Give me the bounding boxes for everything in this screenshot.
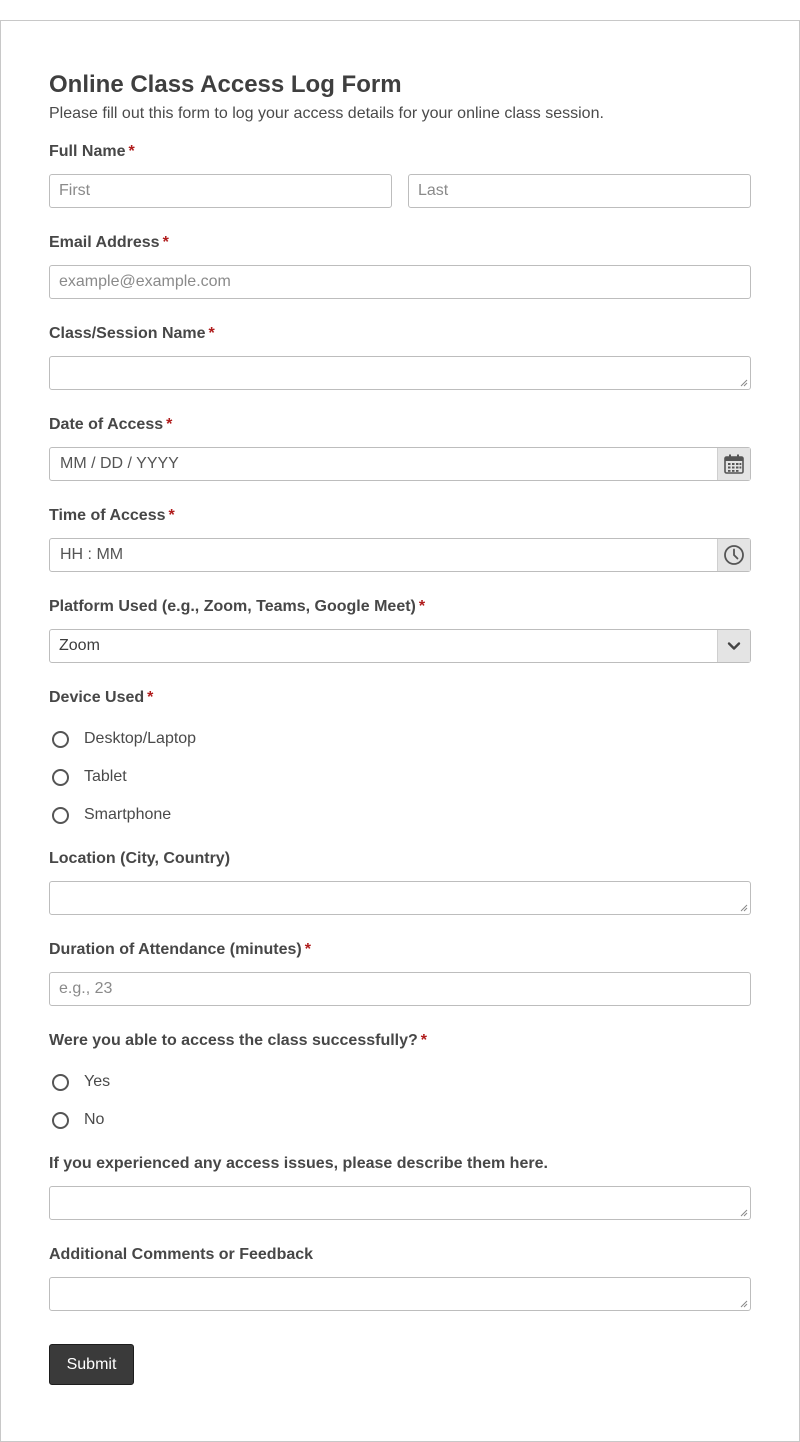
duration-placeholder: e.g., 23 bbox=[59, 980, 113, 997]
required-mark: * bbox=[418, 598, 426, 615]
last-name-input[interactable] bbox=[408, 174, 751, 208]
time-of-access-input[interactable] bbox=[49, 538, 751, 572]
comments-textarea[interactable] bbox=[49, 1277, 751, 1311]
required-mark: * bbox=[304, 941, 311, 958]
first-name-input[interactable] bbox=[49, 174, 392, 208]
duration-label: Duration of Attendance (minutes) * bbox=[49, 941, 311, 958]
time-placeholder: HH : MM bbox=[60, 546, 124, 563]
access-option-yes[interactable]: Yes bbox=[49, 1070, 110, 1094]
radio-button[interactable] bbox=[52, 731, 69, 748]
required-mark: * bbox=[420, 1032, 428, 1049]
duration-input[interactable] bbox=[49, 972, 751, 1006]
comments-label: Additional Comments or Feedback bbox=[49, 1246, 314, 1263]
submit-button[interactable]: Submit bbox=[49, 1344, 134, 1385]
date-placeholder: MM / DD / YYYY bbox=[60, 455, 179, 472]
resize-grip-icon[interactable] bbox=[740, 904, 748, 912]
platform-select[interactable] bbox=[49, 629, 751, 663]
required-mark: * bbox=[166, 416, 173, 433]
form-card bbox=[0, 20, 800, 1442]
device-option-desktop[interactable]: Desktop/Laptop bbox=[49, 727, 196, 751]
chevron-down-icon bbox=[726, 638, 742, 654]
full-name-label: Full Name * bbox=[49, 143, 135, 160]
device-option-tablet[interactable]: Tablet bbox=[49, 765, 127, 789]
first-name-placeholder: First bbox=[59, 182, 91, 199]
issues-label: If you experienced any access issues, please describe them here. bbox=[49, 1155, 548, 1172]
required-mark: * bbox=[168, 507, 175, 524]
issues-textarea[interactable] bbox=[49, 1186, 751, 1220]
required-mark: * bbox=[162, 234, 169, 251]
form-subtitle: Please fill out this form to log your access details for your online class session. bbox=[49, 105, 604, 122]
resize-grip-icon[interactable] bbox=[740, 379, 748, 387]
date-of-access-label: Date of Access * bbox=[49, 416, 173, 433]
location-textarea[interactable] bbox=[49, 881, 751, 915]
location-label: Location (City, Country) bbox=[49, 850, 231, 867]
time-picker-button[interactable] bbox=[717, 539, 750, 571]
access-option-no[interactable]: No bbox=[49, 1108, 104, 1132]
email-placeholder: example@example.com bbox=[59, 273, 231, 290]
date-picker-button[interactable] bbox=[717, 448, 750, 480]
platform-dropdown-button[interactable] bbox=[717, 630, 750, 662]
email-input[interactable] bbox=[49, 265, 751, 299]
time-of-access-label: Time of Access * bbox=[49, 507, 175, 524]
platform-selected-value: Zoom bbox=[59, 637, 100, 654]
email-label: Email Address * bbox=[49, 234, 169, 251]
resize-grip-icon[interactable] bbox=[740, 1300, 748, 1308]
device-label: Device Used * bbox=[49, 689, 154, 706]
date-of-access-input[interactable] bbox=[49, 447, 751, 481]
device-option-smartphone[interactable]: Smartphone bbox=[49, 803, 171, 827]
radio-button[interactable] bbox=[52, 769, 69, 786]
platform-label: Platform Used (e.g., Zoom, Teams, Google Meet) * bbox=[49, 598, 426, 615]
resize-grip-icon[interactable] bbox=[740, 1209, 748, 1217]
radio-button[interactable] bbox=[52, 1112, 69, 1129]
last-name-placeholder: Last bbox=[418, 182, 449, 199]
radio-button[interactable] bbox=[52, 1074, 69, 1091]
required-mark: * bbox=[208, 325, 215, 342]
access-success-label: Were you able to access the class successfully? * bbox=[49, 1032, 428, 1049]
required-mark: * bbox=[147, 689, 154, 706]
form-title: Online Class Access Log Form bbox=[49, 71, 402, 98]
calendar-icon bbox=[723, 453, 745, 475]
radio-button[interactable] bbox=[52, 807, 69, 824]
required-mark: * bbox=[128, 143, 135, 160]
class-session-label: Class/Session Name * bbox=[49, 325, 215, 342]
class-session-textarea[interactable] bbox=[49, 356, 751, 390]
clock-icon bbox=[723, 544, 745, 566]
